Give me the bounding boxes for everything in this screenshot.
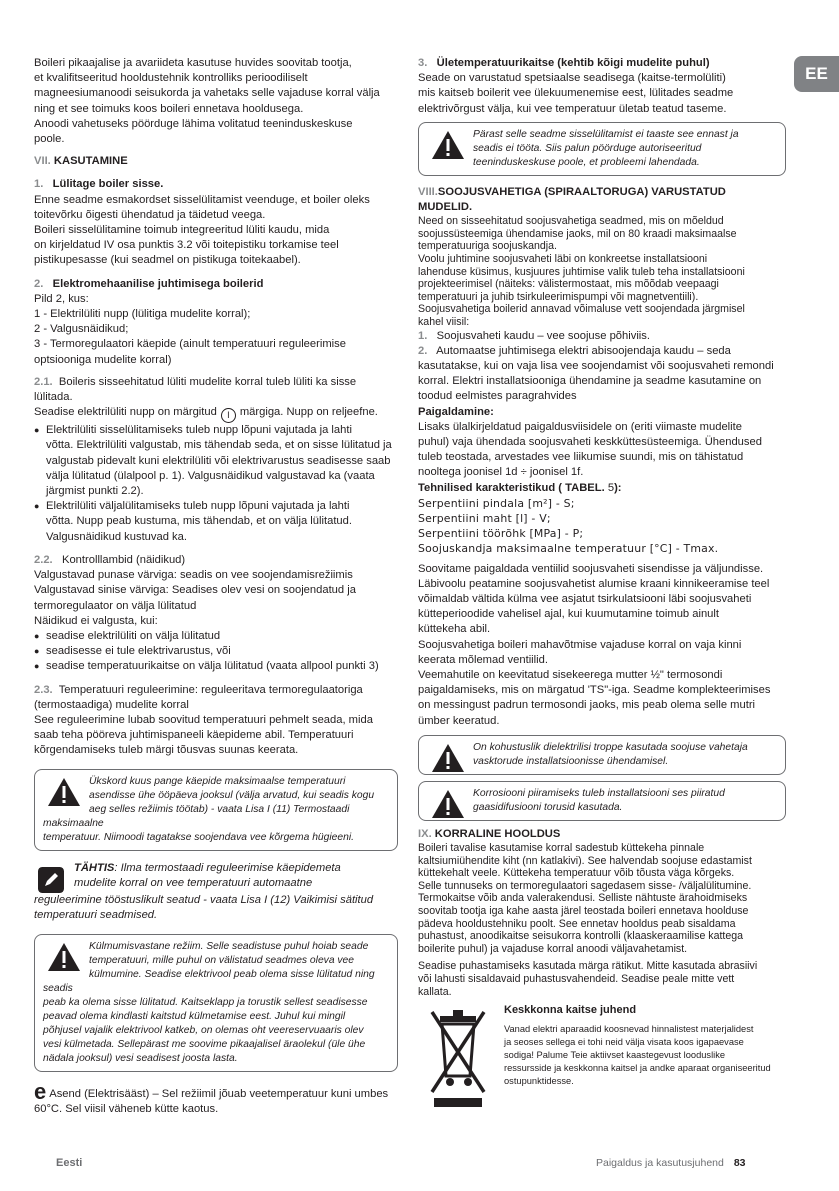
text-line: võimaldab vältida külma vee asjatut tsirkulatsiooni läbi soojusvaheti	[418, 593, 752, 606]
intro-paragraph	[34, 56, 398, 147]
text-line: peab ka olema sisse lülitatud. Kaitseklapp ja torustik sellest seadisesse	[43, 996, 368, 1008]
install-text	[418, 420, 786, 481]
install-label: Paigaldamine:	[418, 405, 494, 418]
text-line: asendisse ühe ööpäeva jooksul (välja arvatud, kui seadis kogu	[89, 789, 375, 801]
text-line: poole.	[34, 133, 65, 146]
eco-mode-icon: e	[34, 1078, 47, 1104]
text-line: Boileri sisselülitamine toimub integreeritud lüliti kaudu, mida	[34, 224, 330, 237]
text-line: Elektrilüliti sisselülitamiseks tuleb nupp lõpuni vajutada ja lahti	[46, 424, 352, 437]
eco-mode-text: e Asend (Elektrisääst) – Sel režiimil jõuab veetemperatuur kuni umbes 60°C. Sel viisil väheneb kütte kaotus.	[34, 1078, 389, 1115]
heating-way-2: 2. Automaatse juhtimisega elektri abisoojendaja kaudu – seda kasutatakse, kui on vaja lisa vee soojendamist või soojusvaheti remondi korral. Elektri installatsiooniga ühendamine ja seadme kasutamine on toodud eelmistes paragrahvides	[418, 344, 774, 403]
text-line: kahel viisil:	[418, 315, 470, 328]
heating-way-1: 1. Soojusvaheti kaudu – vee soojuse põhiviis.	[418, 329, 650, 342]
text-line: puhul) vaja ühendada soojusvaheti keskküttesüsteemiga. Ühendused	[418, 435, 762, 448]
text-line: gaasidifusiooni torusid kasutada.	[473, 801, 623, 813]
switch-off-bullet	[34, 499, 398, 545]
warning-icon	[47, 777, 81, 807]
text-line: Boileri pikaajalise ja avariideta kasutuse huvides soovitab tootja,	[34, 57, 352, 69]
text-line: puhastust, anoodikaitse seisukorra kontrolli (klaaskeraamilise kattega	[418, 930, 744, 943]
important-tip-cont: reguleerimine tööstuslikult seatud - vaata Lisa I (12) Vaikimisi sätitud temperatuuri seadmised.	[34, 893, 374, 922]
text-line: toitevõrku õigesti ühendatud ja täidetud veega.	[34, 208, 266, 221]
text-line: Need on sisseehitatud soojusvahetiga seadmed, mis on mõeldud	[418, 215, 724, 228]
text-line: Veemahutile on keevitatud sisekeerega mutter ½" termosondi	[418, 669, 723, 682]
text-line: boilerite puhul) ja vajaduse korral anoodi väljavahetamist.	[418, 942, 688, 955]
section-viii-heading: VIII.SOOJUSVAHETIGA (SPIRAALTORUGA) VARUSTATUD MUDELID.	[418, 185, 726, 214]
footer-language: Eesti	[56, 1157, 83, 1169]
section-ix-text	[418, 842, 786, 955]
warning-icon	[47, 942, 81, 972]
text-line: optsiooniga mudelite korral)	[34, 353, 172, 366]
section-2-3-text	[34, 713, 398, 759]
indicator-bullet: ● seadise temperatuurikaitse on välja lülitatud (vaata allpool punkti 3)	[34, 659, 398, 674]
corrosion-note	[418, 781, 786, 821]
text-line: võtta. Elektrilüliti valgustab, mis tähendab seda, et on sisse lülitatud ja	[46, 439, 392, 452]
section-2-2-text	[34, 568, 398, 629]
text-line: sodiga! Palume Teie aktiivset kaastegevust looduslike	[504, 1050, 726, 1061]
text-line: temperatuur. Niimoodi tagatakse soojendava vee kõrgema hügieeni.	[43, 831, 354, 843]
language-tab: EE	[794, 56, 839, 92]
text-line: nooltega joonisel 1d ÷ joonisel 1f.	[418, 466, 584, 479]
text-line: nädala jooksul) vesi seadisest joosta lasta.	[43, 1052, 238, 1064]
text-line: külmumine. Seadise elektrivool peab olema sisse lülitatud ning seadis	[43, 968, 375, 994]
section-vii-heading: VII. KASUTAMINE	[34, 155, 128, 168]
text-line: kõrgendamiseks tuleb märgi tõusvas suunas keerata.	[34, 744, 299, 757]
text-line: vasktorude installatsioonisse ühendamisel.	[473, 755, 669, 767]
text-line: Termokaitse võib anda valerakendusi. Selliste nähtuste ärahoidmiseks	[418, 892, 748, 905]
text-line: Voolu juhtimine soojusvaheti läbi on konkreetse installatsiooni	[418, 253, 708, 265]
text-line: lahenduse küsimus, kusjuures juhtimise valik tuleb teha installatsiooni	[418, 265, 745, 278]
section-2-1-heading: 2.1. Boileris sisseehitatud lüliti mudelite korral tuleb lüliti ka sisse lülitada.	[34, 375, 357, 404]
text-line: See reguleerimine lubab soovitud temperatuuri pehmelt seada, mida	[34, 713, 373, 726]
text-line: Serpentiini pindala [m²] - S;	[418, 496, 575, 510]
text-line: soojussüsteemiga ühendamise jaoks, mil on 80 kraadi maksimaalse	[418, 227, 737, 240]
section-2-3-heading: 2.3. Temperatuuri reguleerimine: reguleeritava termoregulaatoriga (termostaadiga) mudelite korral	[34, 683, 363, 711]
text-line: Külmumisvastane režiim. Selle seadistuse puhul hoiab seade	[89, 940, 369, 952]
text-line: Näidikud ei valgusta, kui:	[34, 614, 158, 627]
text-line: Soojusvahetiga boilerid annavad võimaluse vett soojendada järgmisel	[418, 303, 745, 316]
tech-label: Tehnilised karakteristikud ( TABEL. 5):	[418, 481, 622, 494]
text-line: Lisaks ülalkirjeldatud paigaldusviisidele on (eriti viimaste mudelite	[418, 420, 742, 433]
text-line: Valgustavad sinise värviga: Seadises olev vesi on soojendatud ja	[34, 584, 356, 597]
switch-on-bullet	[34, 423, 398, 499]
text-line: peavad olema kindlasti kaitstud külmetamise eest. Juhul kui mingil	[43, 1010, 346, 1022]
text-line: Vanad elektri aparaadid koosnevad hinnalistest materjalidest	[504, 1024, 754, 1035]
after-tech-text	[418, 562, 786, 729]
warning-icon	[431, 789, 465, 819]
text-line: projekteerimisel (näiteks: välistermostaat, mis mõõdab veepaagi	[418, 278, 719, 291]
text-line: ressursside ja keskkonna kaitsel ja andke aparaat organiseeritud	[504, 1063, 771, 1074]
text-line: kallata.	[418, 985, 452, 998]
text-line: Valgusnäidikud kustuvad ka.	[46, 530, 187, 543]
section-1-text	[34, 193, 398, 269]
text-line: teeninduskeskuse poole, et probleemi lahendada.	[473, 156, 700, 168]
indicator-bullet: ● seadisesse ei tule elektrivarustus, või	[34, 644, 398, 659]
text-line: elektrivõrgust välja, kui vee temperatuur ületab teatud taseme.	[418, 102, 727, 115]
text-line: Elektrilüliti väljalülitamiseks tuleb nupp lõpuni vajutada ja lahti	[46, 500, 350, 513]
text-line: Enne seadme esmakordset sisselülitamist veenduge, et boiler oleks	[34, 193, 370, 206]
text-line: tuleb teostada, arvestades vee liikumise suundi, mis on tähistatud	[418, 451, 744, 464]
environment-protection: Keskkonna kaitse juhend Vanad elektri aparaadid koosnevad hinnalistest materjalidest ja seoses sellega ei tohi neid välja visata koos igapaevase sodiga! Palume Teie aktiivset kaastegevust looduslike ressursside ja keskkonna kaitsel ja andke aparaat organiseeritud ostupunktidesse.	[418, 1004, 786, 1112]
tech-lines	[418, 496, 786, 557]
text-line: Ükskord kuus pange käepide maksimaalse temperatuuri	[89, 775, 346, 787]
text-line: magneesiumanoodi seisukorda ja vahetaks selle vajaduse korral välja	[34, 87, 380, 100]
text-line: Soovitame paigaldada ventiilid soojusvaheti sisendisse ja väljundisse.	[418, 562, 764, 575]
text-line: on messingust padrun termosondi jaoks, mis peab olema selle mutri	[418, 699, 756, 712]
text-line: ja seoses sellega ei tohi neid välja visata koos igapaevase	[504, 1037, 744, 1048]
text-line: soovitab tootja iga kahe aasta järel teostada boileri ennetava hoolduse	[418, 905, 749, 918]
text-line: küttekeha abil.	[418, 623, 491, 636]
text-line: Soojusvahetiga boileri mahavõtmise vajaduse korral on vaja kinni	[418, 638, 742, 651]
section-2-2-heading: 2.2. Kontrolllambid (näidikud)	[34, 553, 186, 566]
text-line: pistikupesasse (kui seadmel on pistikuga toitekaabel).	[34, 254, 301, 267]
warning-icon	[431, 743, 465, 773]
text-line: Soojuskandja maksimaalne temperatuur [°C] - Tmax.	[418, 542, 719, 556]
section-ix-heading: IX. KORRALINE HOOLDUS	[418, 827, 561, 840]
text-line: ning et see toimuks koos boileri ennetava hooldusega.	[34, 102, 304, 115]
section-1-heading: 1. Lülitage boiler sisse.	[34, 178, 164, 191]
important-tip: TÄHTIS: Ilma termostaadi reguleerimise käepidemeta mudelite korral on vee temperatuuri automaatne	[34, 861, 398, 893]
text-line: et kvalifitseeritud hooldustehnik kontrolliks perioodiliselt	[34, 72, 308, 85]
monthly-max-temp-note	[34, 769, 398, 851]
text-line: 1 - Elektrilüliti nupp (lülitiga mudelite korral);	[34, 308, 251, 321]
section-viii-text	[418, 215, 786, 328]
indicator-bullet: ● seadise elektrilüliti on välja lülitatud	[34, 629, 398, 644]
text-line: pädeva hooldustehniku poolt. See ennetav hooldus peab sisaldama	[418, 917, 736, 930]
antifreeze-note	[34, 934, 398, 1072]
footer-doc-info: Paigaldus ja kasutusjuhend 83	[596, 1157, 746, 1169]
text-line: seadis ei tööta. Siis palun pöörduge autoriseeritud	[473, 142, 702, 154]
text-line: vesi külmetada. Sellepärast me soovime pikaajalisel äraolekul (üle ühe	[43, 1038, 366, 1050]
text-line: paigaldamiseks, mis on märgatud 'TS"-iga. Seadme komplekteerimises	[418, 684, 771, 697]
text-line: keerata mõlemad ventiilid.	[418, 653, 548, 666]
text-line: valgustab pidevalt kuni elektrilüliti või elektrivarustus seadisesse saab	[46, 454, 391, 467]
text-line: aeg selles režiimis töötab) - vaata Lisa I (11) Termostaadi maksimaalne	[43, 803, 350, 829]
text-line: põhjusel vajalik elektrivool katkeb, on olemas oht veereservuaaris olev	[43, 1024, 364, 1036]
cleaning-text	[418, 960, 786, 998]
page-number: 83	[733, 1157, 746, 1169]
right-column	[418, 56, 786, 1112]
warning-icon	[431, 130, 465, 160]
text-line: Pärast selle seadme sisselülitamist ei taaste see ennast ja	[473, 128, 739, 140]
text-line: temperatuuri ja juhib tsirkuleerimispumpi või magnetventiili).	[418, 290, 699, 303]
text-line: kaltsiumiühendite kiht (nn katlakivi). See halvendab soojuse edastamist	[418, 854, 752, 867]
text-line: saab teha pööreva juhtimispaneeli käepideme abil. Temperatuuri	[34, 729, 354, 742]
text-line: Serpentiini maht [l] - V;	[418, 512, 551, 525]
text-line: mis kaitseb boilerit vee ülekuumenemise eest, lülitades seadme	[418, 87, 734, 100]
text-line: 2 - Valgusnäidikud;	[34, 323, 129, 336]
text-line: On kohustuslik dielektrilisi troppe kasutada soojuse vahetaja	[473, 741, 748, 753]
text-line: võtta. Nupp peab kustuma, mis tähendab, et on välja lülitatud.	[46, 515, 352, 528]
switch-symbol-line: Seadise elektrilüliti nupp on märgitud I märgiga. Nupp on reljeefne.	[34, 405, 398, 423]
section-3-text	[418, 71, 786, 117]
text-line: Pild 2, kus:	[34, 292, 89, 305]
text-line: on kirjeldatud IV osa punktis 3.2 või toitepistiku torkamise teel	[34, 239, 339, 252]
text-line: Boileri tavalise kasutamise korral sadestub küttekeha pinnale	[418, 842, 705, 855]
text-line: ostupunktidesse.	[504, 1076, 574, 1087]
text-line: kütteperioodide vahelisel ajal, kui kuumutamine toimub ainult	[418, 608, 719, 621]
text-line: temperatuuri, mille puhul on välistatud seadmes oleva vee	[89, 954, 355, 966]
power-switch-icon: I	[221, 408, 236, 423]
text-line: Läbivoolu peatamine soojusvahetist alumise kraani kinnikeeramise teel	[418, 577, 770, 590]
dielectric-note	[418, 735, 786, 775]
left-column	[34, 56, 398, 1117]
section-3-heading: 3. Ületemperatuurikaitse (kehtib kõigi mudelite puhul)	[418, 57, 710, 69]
text-line: Korrosiooni piiramiseks tuleb installatsiooni ses piiratud	[473, 787, 725, 799]
text-line: temperatuuriga soojuskandja.	[418, 240, 557, 253]
text-line: Serpentiini töörõhk [MPa] - P;	[418, 527, 584, 541]
text-line: termoregulaator on välja lülitatud	[34, 599, 197, 612]
text-line: järgmist punkti 2.2).	[46, 485, 144, 498]
text-line: Selle tunnuseks on termoregulaatori sagedasem sisse- /väljalülitumine.	[418, 879, 752, 892]
thermal-protection-note	[418, 122, 786, 176]
crossed-bin-icon	[426, 1004, 490, 1112]
text-line: 3 - Termoregulaatori käepide (ainult temperatuuri reguleerimise	[34, 338, 346, 351]
section-2-text	[34, 292, 398, 368]
text-line: või lahusti sisaldavaid puhastusvahendeid. Seadise peale mitte vett	[418, 972, 735, 985]
text-line: välja lülitatud (ülalpool p. 1). Valgusnäidikud valgustavad ka (vaata	[46, 469, 375, 482]
text-line: Valgustavad punase värviga: seadis on vee soojendamisrežiimis	[34, 569, 353, 582]
section-2-heading: 2. Elektromehaanilise juhtimisega boilerid	[34, 277, 264, 290]
text-line: Anoodi vahetuseks pöörduge lähima volitatud teeninduskeskuse	[34, 117, 353, 130]
pencil-icon	[38, 867, 64, 893]
text-line: küttekehalt veele. Küttekeha temperatuur võib tõusta väga kõrgeks.	[418, 867, 735, 880]
text-line: ümber keeratud.	[418, 714, 500, 727]
text-line: Seadise puhastamiseks kasutada märga rätikut. Mitte kasutada abrasiivi	[418, 960, 758, 973]
text-line: Seade on varustatud spetsiaalse seadisega (kaitse-termolüliti)	[418, 72, 726, 85]
